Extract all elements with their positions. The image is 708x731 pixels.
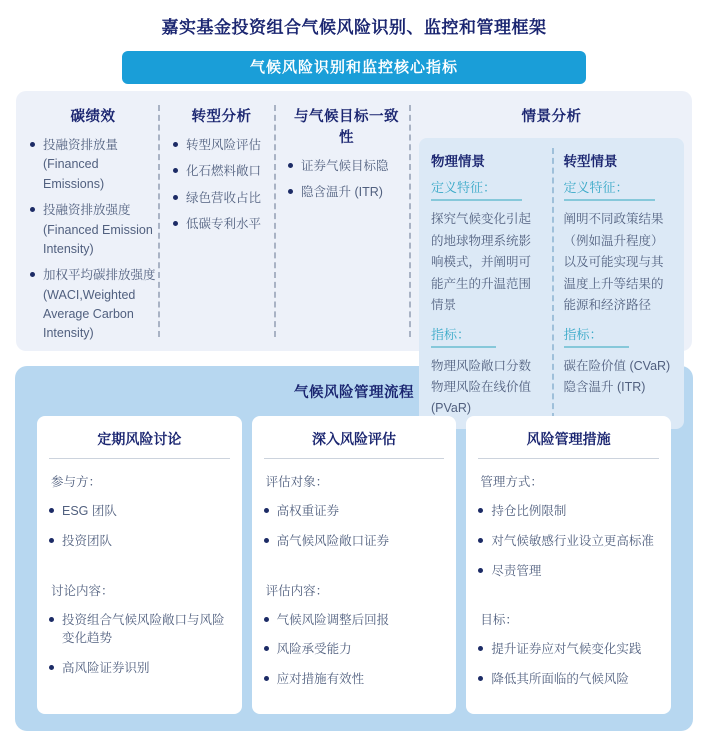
column-carbon-performance [16, 103, 158, 339]
list-item [478, 502, 659, 521]
bullet-dot-icon [478, 568, 483, 573]
list-item [288, 157, 405, 176]
column-transition-analysis [160, 103, 274, 339]
list-item [264, 502, 445, 521]
bullet-dot-icon [264, 676, 269, 681]
list-item [49, 502, 230, 521]
card-risk-management-measures [466, 416, 671, 714]
list-item [30, 266, 156, 344]
metric-item: 物理风险敞口分数 [431, 358, 532, 373]
metric-item: 隐含温升 (ITR) [563, 379, 646, 394]
item-label: 对气候敏感行业设立更高标准 [491, 533, 654, 548]
definition-text: 探究气候变化引起的地球物理系统影响模式，并阐明可能产生的升温范围情景 [431, 212, 532, 312]
metric-label: 指标： [564, 324, 629, 348]
card-header: 定期风险讨论 [49, 429, 230, 459]
bullet-dot-icon [288, 189, 293, 194]
scenario-box [419, 138, 684, 429]
item-label-en: (Financed Emission Intensity) [43, 222, 153, 256]
card-section [478, 472, 659, 580]
bullet-dot-icon [30, 207, 35, 212]
item-label: 投资团队 [62, 533, 113, 548]
list-item [49, 611, 230, 649]
bullet-dot-icon [478, 646, 483, 651]
bullet-dot-icon [49, 665, 54, 670]
section-label: 评估对象： [265, 475, 329, 489]
scenario-subheader: 转型情景 [563, 154, 618, 169]
bullet-dot-icon [264, 617, 269, 622]
card-regular-risk-discussion [37, 416, 242, 714]
card-section [49, 472, 230, 551]
bullet-dot-icon [264, 646, 269, 651]
bullet-dot-icon [173, 195, 178, 200]
card-section [478, 610, 659, 689]
item-label: 证券气候目标隐 [301, 159, 389, 173]
list-item [30, 201, 156, 259]
risk-management-process-panel [15, 366, 693, 731]
item-label: 高气候风险敞口证券 [276, 533, 390, 548]
card-section [264, 472, 445, 551]
item-label: 尽责管理 [491, 563, 542, 578]
list-item [173, 162, 270, 181]
item-label: 投资组合气候风险敞口与风险变化趋势 [62, 612, 225, 646]
item-label-zh: 加权平均碳排放强度 [43, 268, 156, 283]
column-scenario-analysis [411, 103, 684, 415]
page-title: 嘉实基金投资组合气候风险识别、监控和管理框架 [161, 18, 547, 37]
metric-label: 指标： [431, 324, 496, 348]
item-label: ESG 团队 [62, 504, 117, 518]
item-label: 低碳专利水平 [186, 217, 262, 232]
item-label: 隐含温升 (ITR) [301, 185, 383, 200]
bullet-dot-icon [173, 142, 178, 147]
card-deep-risk-assessment [252, 416, 457, 714]
metric-item: 碳在险价值 (CVaR) [563, 358, 671, 373]
list-item [264, 640, 445, 659]
column-header: 与气候目标一致性 [294, 109, 399, 146]
list-item [478, 670, 659, 689]
column-header: 转型分析 [191, 109, 252, 125]
item-label: 转型风险评估 [186, 138, 262, 152]
physical-scenario [431, 148, 542, 419]
section-label: 参与方： [51, 475, 102, 489]
scenario-divider [552, 148, 554, 419]
bullet-dot-icon [478, 538, 483, 543]
metric-item: 物理风险在线价值 (PVaR) [431, 379, 532, 415]
bullet-dot-icon [30, 142, 35, 147]
item-label-en: (Financed Emissions) [43, 157, 105, 191]
item-label: 降低其所面临的气候风险 [491, 672, 629, 686]
bullet-dot-icon [478, 508, 483, 513]
scenario-subheader: 物理情景 [431, 154, 485, 169]
bullet-dot-icon [30, 272, 35, 277]
section-label: 管理方式： [480, 475, 543, 489]
column-header: 情景分析 [521, 109, 582, 125]
list-item [49, 659, 230, 678]
list-item [264, 670, 445, 689]
section-label: 目标： [480, 613, 518, 628]
list-item [478, 562, 659, 581]
process-cards-row [37, 416, 671, 714]
bullet-dot-icon [49, 538, 54, 543]
item-label: 绿色营收占比 [186, 190, 262, 205]
list-item [173, 215, 270, 234]
list-item [288, 183, 405, 202]
process-panel-title: 气候风险管理流程 [294, 385, 414, 401]
section-label: 评估内容： [265, 583, 329, 598]
item-label: 化石燃料敞口 [186, 164, 262, 179]
item-label: 高权重证券 [276, 504, 340, 518]
section-label: 讨论内容： [51, 583, 114, 598]
list-item [478, 640, 659, 659]
definition-text: 阐明不同政策结果（例如温升程度）以及可能实现与其温度上升等结果的能源和经济路径 [563, 212, 664, 312]
list-item [264, 532, 445, 551]
bullet-dot-icon [49, 508, 54, 513]
card-header: 深入风险评估 [264, 429, 445, 459]
definition-label: 定义特征： [431, 177, 522, 201]
item-label: 气候风险调整后回报 [276, 612, 390, 627]
item-label-zh: 投融资排放强度 [43, 203, 131, 218]
list-item [478, 532, 659, 551]
bullet-dot-icon [264, 508, 269, 513]
card-section [264, 581, 445, 689]
item-label: 应对措施有效性 [276, 672, 365, 686]
list-item [173, 189, 270, 208]
definition-label: 定义特征： [564, 177, 655, 201]
card-section [49, 581, 230, 678]
bullet-dot-icon [173, 221, 178, 226]
bullet-dot-icon [49, 617, 54, 622]
column-climate-goal-alignment [276, 103, 409, 339]
column-header: 碳绩效 [70, 109, 116, 125]
item-label: 持仓比例限制 [491, 504, 567, 518]
list-item [49, 532, 230, 551]
item-label: 风险承受能力 [276, 642, 352, 657]
list-item [173, 136, 270, 155]
card-header: 风险管理措施 [478, 429, 659, 459]
item-label: 高风险证券识别 [62, 661, 150, 675]
list-item [30, 136, 156, 194]
bullet-dot-icon [264, 538, 269, 543]
item-label-zh: 投融资排放量 [43, 138, 119, 152]
core-indicators-banner: 气候风险识别和监控核心指标 [122, 51, 586, 84]
transition-scenario [564, 148, 675, 419]
bullet-dot-icon [478, 676, 483, 681]
item-label: 提升证券应对气候变化实践 [491, 642, 642, 657]
bullet-dot-icon [288, 163, 293, 168]
item-label-en: (WACI,Weighted Average Carbon Intensity) [43, 287, 136, 341]
list-item [264, 611, 445, 630]
bullet-dot-icon [173, 168, 178, 173]
